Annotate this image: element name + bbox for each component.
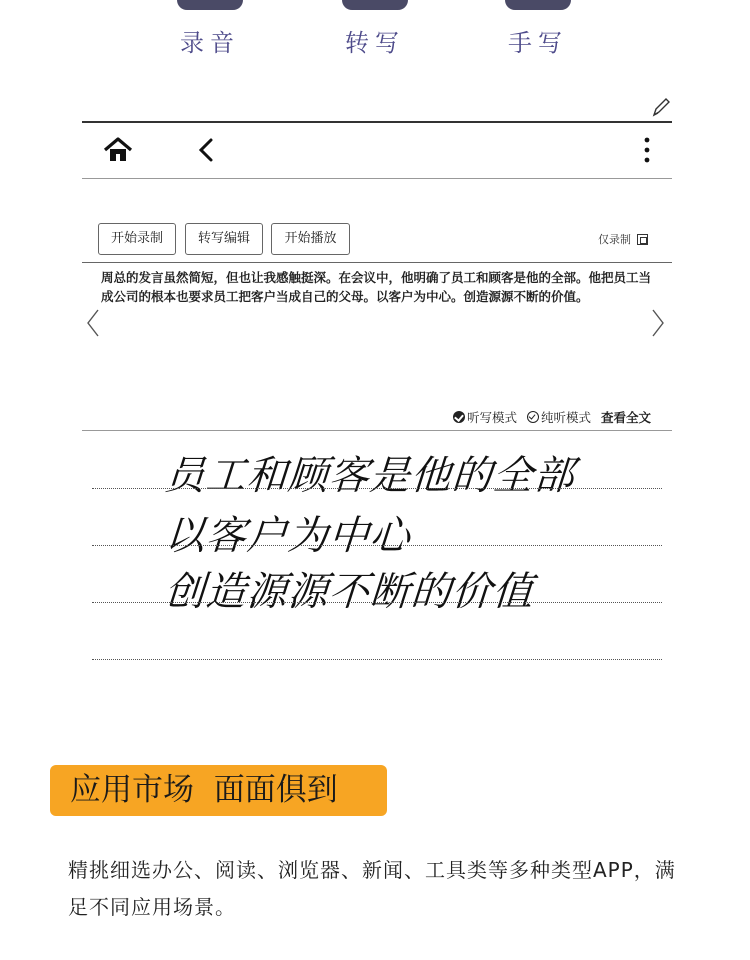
record-only-toggle[interactable] bbox=[598, 231, 648, 247]
screen-top-border bbox=[82, 121, 672, 123]
handwriting-line: 员工和顾客是他的全部 bbox=[163, 453, 577, 499]
handwriting-line: 以客户为中心 bbox=[163, 513, 413, 559]
feature-transcribe-label: 转写 bbox=[345, 29, 405, 57]
feature-transcribe-button-edge bbox=[342, 0, 408, 10]
feature-handwrite-button-edge bbox=[505, 0, 571, 10]
mode-selector bbox=[453, 408, 651, 426]
more-vertical-icon[interactable] bbox=[640, 136, 654, 164]
start-play-button[interactable]: 开始播放 bbox=[271, 223, 350, 255]
nav-divider bbox=[82, 178, 672, 179]
handwriting-line: 创造源源不断的价值 bbox=[163, 569, 536, 615]
pen-icon[interactable] bbox=[650, 96, 672, 118]
app-market-banner: 应用市场 面面俱到 bbox=[50, 765, 387, 816]
transcript-text: 周总的发言虽然简短，但也让我感触挺深。在会议中，他明确了员工和顾客是他的全部。他把员工当成公司的根本也要求员工把客户当成自己的父母。以客户为中心。创造源源不断的价值。 bbox=[101, 270, 652, 304]
check-circle-outline-icon bbox=[527, 411, 539, 423]
dictation-mode-option[interactable] bbox=[453, 408, 517, 426]
feature-record[interactable] bbox=[150, 0, 270, 58]
view-full-text-link[interactable]: 查看全文 bbox=[601, 410, 652, 425]
dictation-mode-label: 听写模式 bbox=[467, 410, 518, 425]
feature-handwrite[interactable] bbox=[478, 0, 598, 58]
ruled-line bbox=[92, 602, 662, 603]
feature-handwrite-label: 手写 bbox=[508, 29, 568, 57]
transcript-divider bbox=[82, 262, 672, 263]
ruled-line bbox=[92, 659, 662, 660]
handwriting-divider bbox=[82, 430, 672, 431]
feature-transcribe[interactable] bbox=[315, 0, 435, 58]
ruled-line bbox=[92, 545, 662, 546]
listen-only-mode-option[interactable] bbox=[527, 408, 591, 426]
checkbox-icon[interactable] bbox=[637, 234, 648, 245]
home-icon[interactable] bbox=[103, 136, 133, 164]
chevron-left-icon[interactable] bbox=[196, 136, 216, 164]
check-circle-filled-icon bbox=[453, 411, 465, 423]
feature-record-button-edge bbox=[177, 0, 243, 10]
ruled-line bbox=[92, 488, 662, 489]
listen-only-mode-label: 纯听模式 bbox=[541, 410, 592, 425]
app-market-description: 精挑细选办公、阅读、浏览器、新闻、工具类等多种类型APP，满足不同应用场景。 bbox=[68, 858, 676, 919]
feature-record-label: 录音 bbox=[180, 29, 240, 57]
chevron-right-page-icon[interactable] bbox=[651, 308, 665, 338]
start-record-button[interactable]: 开始录制 bbox=[98, 223, 176, 255]
chevron-left-page-icon[interactable] bbox=[86, 308, 100, 338]
record-only-label: 仅录制 bbox=[598, 233, 631, 246]
transcribe-edit-button[interactable]: 转写编辑 bbox=[185, 223, 263, 255]
